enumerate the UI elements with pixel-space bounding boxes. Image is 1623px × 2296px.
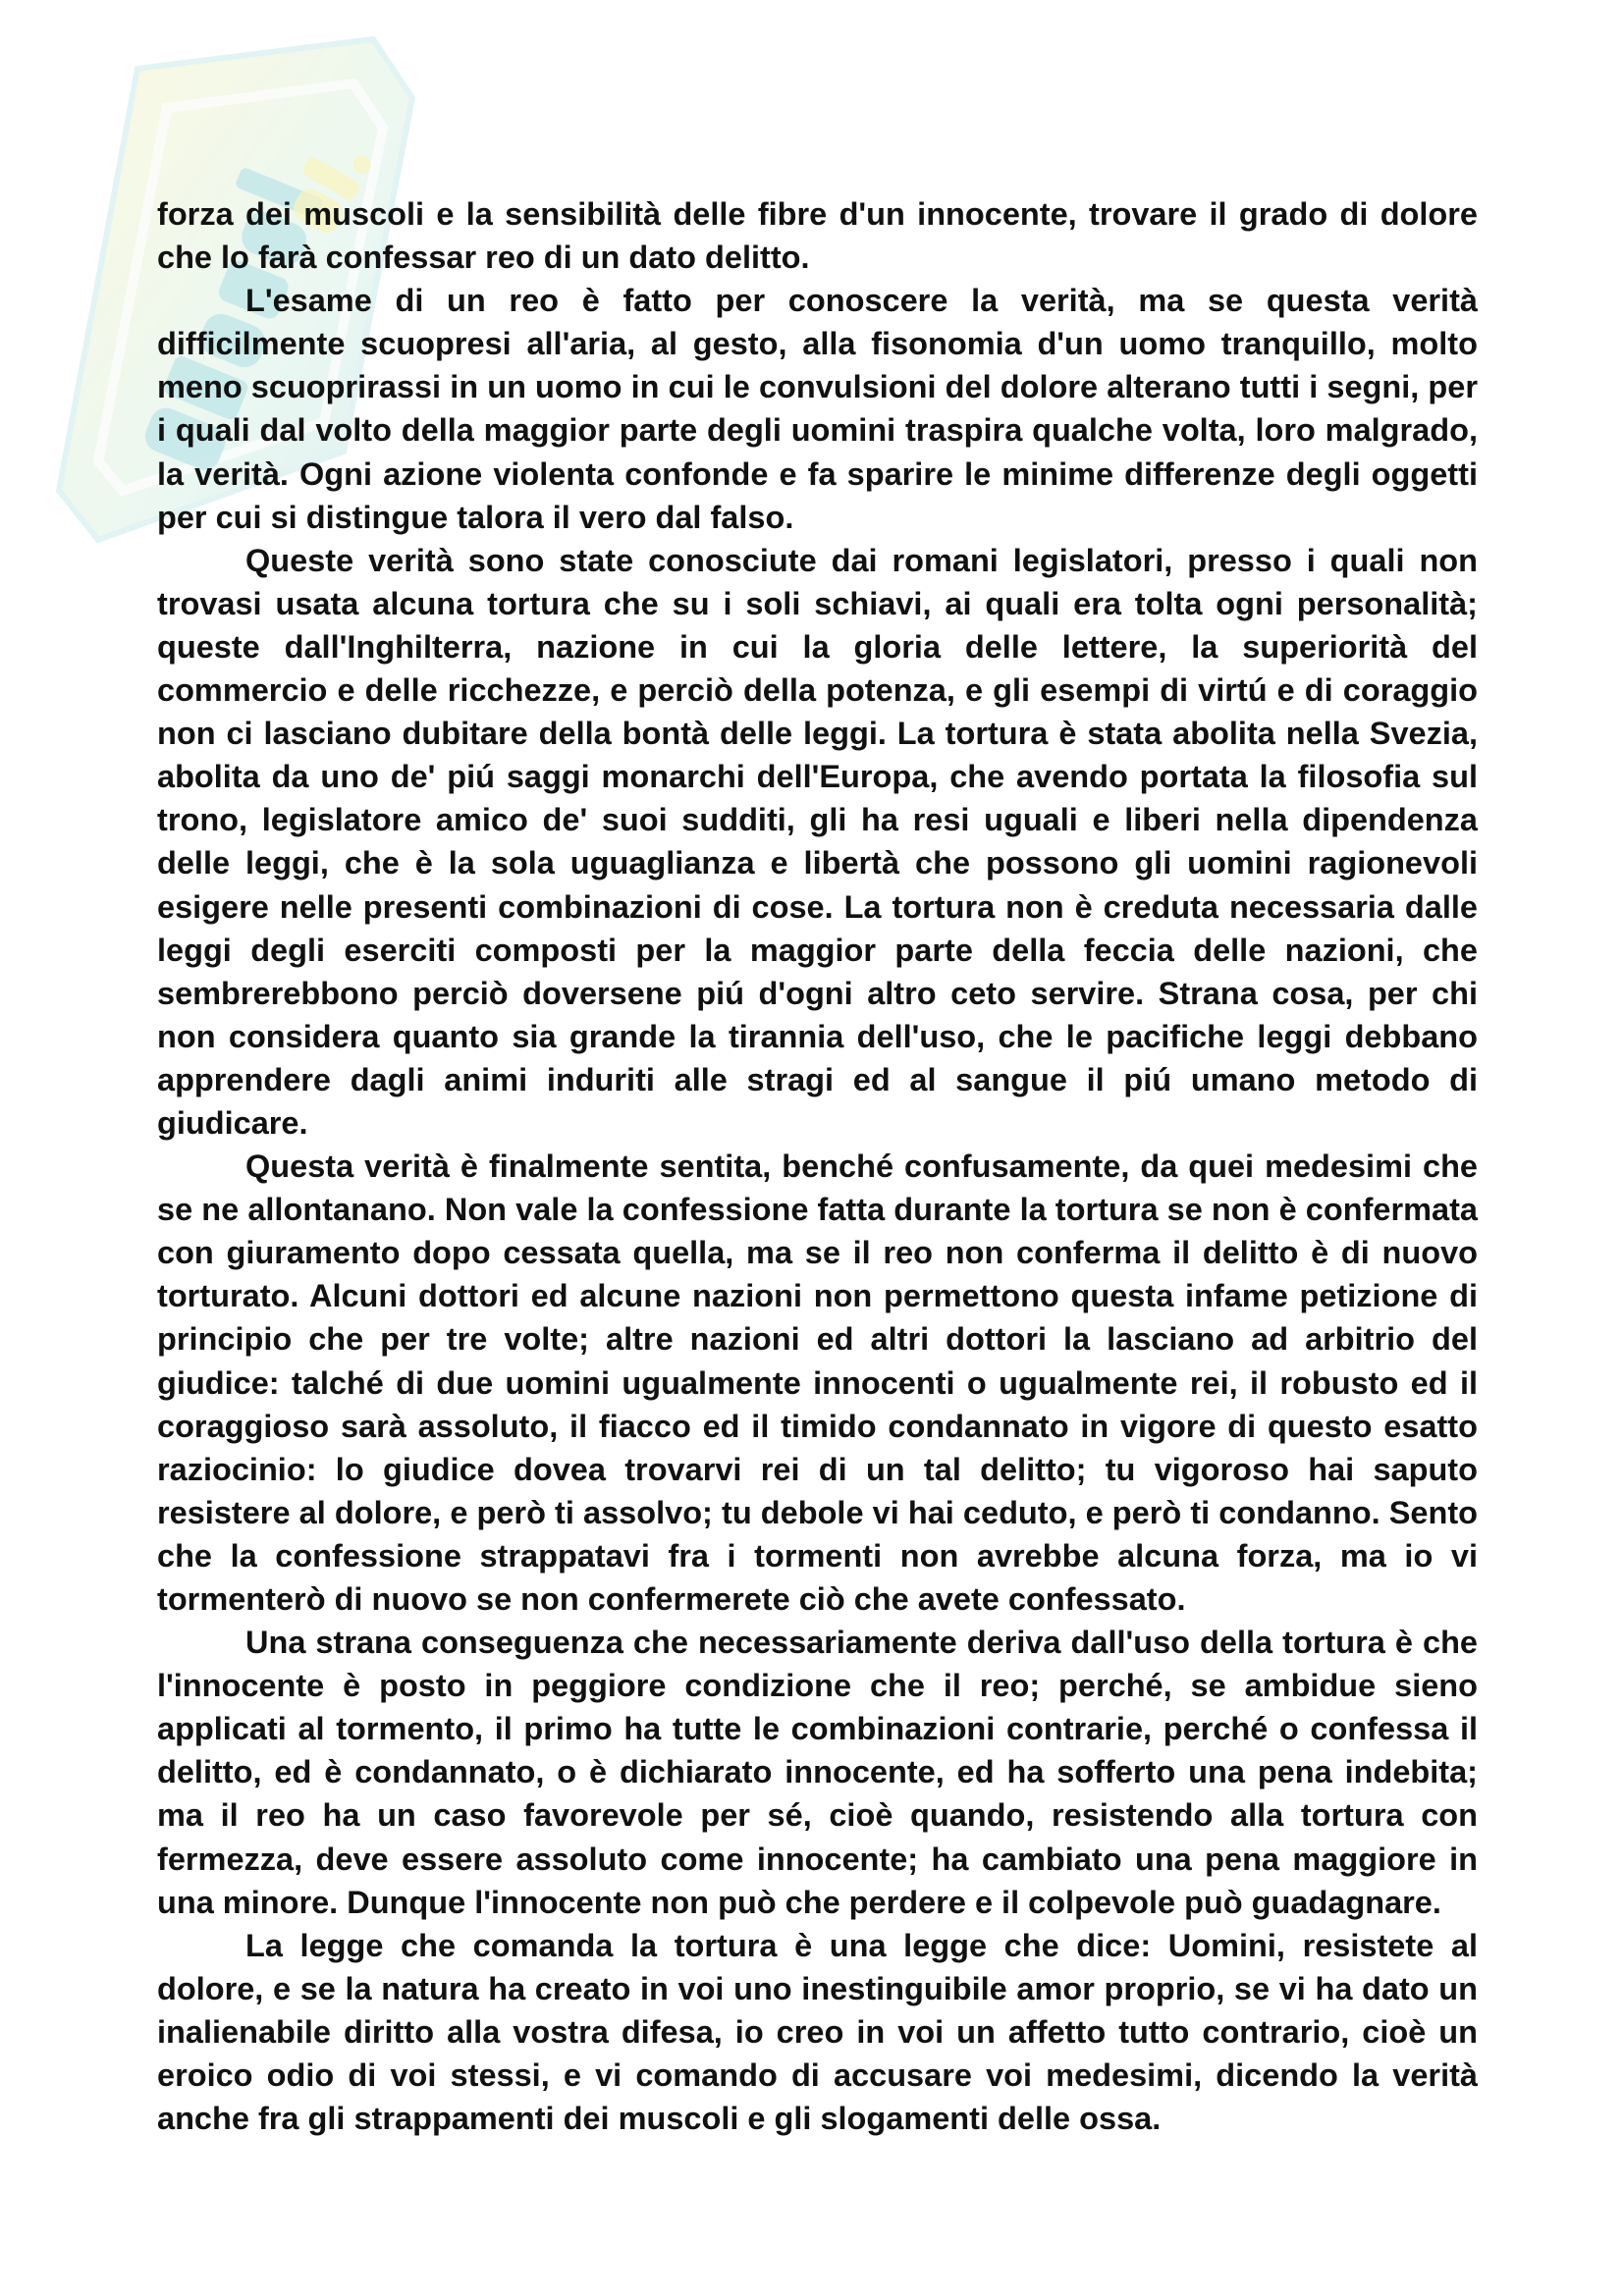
- body-text: [157, 192, 1478, 2140]
- paragraph-6: La legge che comanda la tortura è una legge che dice: Uomini, resistete al dolore, e se la natura ha creato in voi uno inestinguibile amor proprio, se vi ha dato un inalienabile diritto alla vostra difesa, io creo in voi un affetto tutto contrario, cioè un eroico odio di voi stessi, e vi comando di accusare voi medesimi, dicendo la verità anche fra gli strappamenti dei muscoli e gli slogamenti delle ossa.: [157, 1927, 1478, 2137]
- paragraph-3: Queste verità sono state conosciute dai romani legislatori, presso i quali non trovasi usata alcuna tortura che su i soli schiavi, ai quali era tolta ogni personalità; queste dall'Inghilterra, nazione in cui la gloria delle lettere, la superiorità del commercio e delle ricchezze, e perciò della potenza, e gli esempi di virtú e di coraggio non ci lasciano dubitare della bontà delle leggi. La tortura è stata abolita nella Svezia, abolita da uno de' piú saggi monarchi dell'Europa, che avendo portata la filosofia sul trono, legislatore amico de' suoi sudditi, gli ha resi uguali e liberi nella dipendenza delle leggi, che è la sola uguaglianza e libertà che possono gli uomini ragionevoli esigere nelle presenti combinazioni di cose. La tortura non è creduta necessaria dalle leggi degli eserciti composti per la maggior parte della feccia delle nazioni, che sembrerebbono perciò doversene piú d'ogni altro ceto servire. Strana cosa, per chi non considera quanto sia grande la tirannia dell'uso, che le pacifiche leggi debbano apprendere dagli animi induriti alle stragi ed al sangue il piú umano metodo di giudicare.: [157, 542, 1478, 1141]
- paragraph-5: Una strana conseguenza che necessariamente deriva dall'uso della tortura è che l'innocente è posto in peggiore condizione che il reo; perché, se ambidue sieno applicati al tormento, il primo ha tutte le combinazioni contrarie, perché o confessa il delitto, ed è condannato, o è dichiarato innocente, ed ha sofferto una pena indebita; ma il reo ha un caso favorevole per sé, cioè quando, resistendo alla tortura con fermezza, deve essere assoluto come innocente; ha cambiato una pena maggiore in una minore. Dunque l'innocente non può che perdere e il colpevole può guadagnare.: [157, 1625, 1478, 1920]
- paragraph-1: forza dei muscoli e la sensibilità delle fibre d'un innocente, trovare il grado di dolore che lo farà confessar reo di un dato delitto.: [157, 196, 1478, 276]
- paragraph-4: Questa verità è finalmente sentita, benché confusamente, da quei medesimi che se ne allontanano. Non vale la confessione fatta durante la tortura se non è confermata con giuramento dopo cessata quella, ma se il reo non conferma il delitto è di nuovo torturato. Alcuni dottori ed alcune nazioni non permettono questa infame petizione di principio che per tre volte; altre nazioni ed altri dottori la lasciano ad arbitrio del giudice: talché di due uomini ugualmente innocenti o ugualmente rei, il robusto ed il coraggioso sarà assoluto, il fiacco ed il timido condannato in vigore di questo esatto raziocinio: lo giudice dovea trovarvi rei di un tal delitto; tu vigoroso hai saputo resistere al dolore, e però ti assolvo; tu debole vi hai ceduto, e però ti condanno. Sento che la confessione strappatavi fra i tormenti non avrebbe alcuna forza, ma io vi tormenterò di nuovo se non confermerete ciò che avete confessato.: [157, 1148, 1478, 1617]
- paragraph-2: L'esame di un reo è fatto per conoscere la verità, ma se questa verità difficilmente scuopresi all'aria, al gesto, alla fisonomia d'un uomo tranquillo, molto meno scuoprirassi in un uomo in cui le convulsioni del dolore alterano tutti i segni, per i quali dal volto della maggior parte degli uomini traspira qualche volta, loro malgrado, la verità. Ogni azione violenta confonde e fa sparire le minime differenze degli oggetti per cui si distingue talora il vero dal falso.: [157, 283, 1478, 535]
